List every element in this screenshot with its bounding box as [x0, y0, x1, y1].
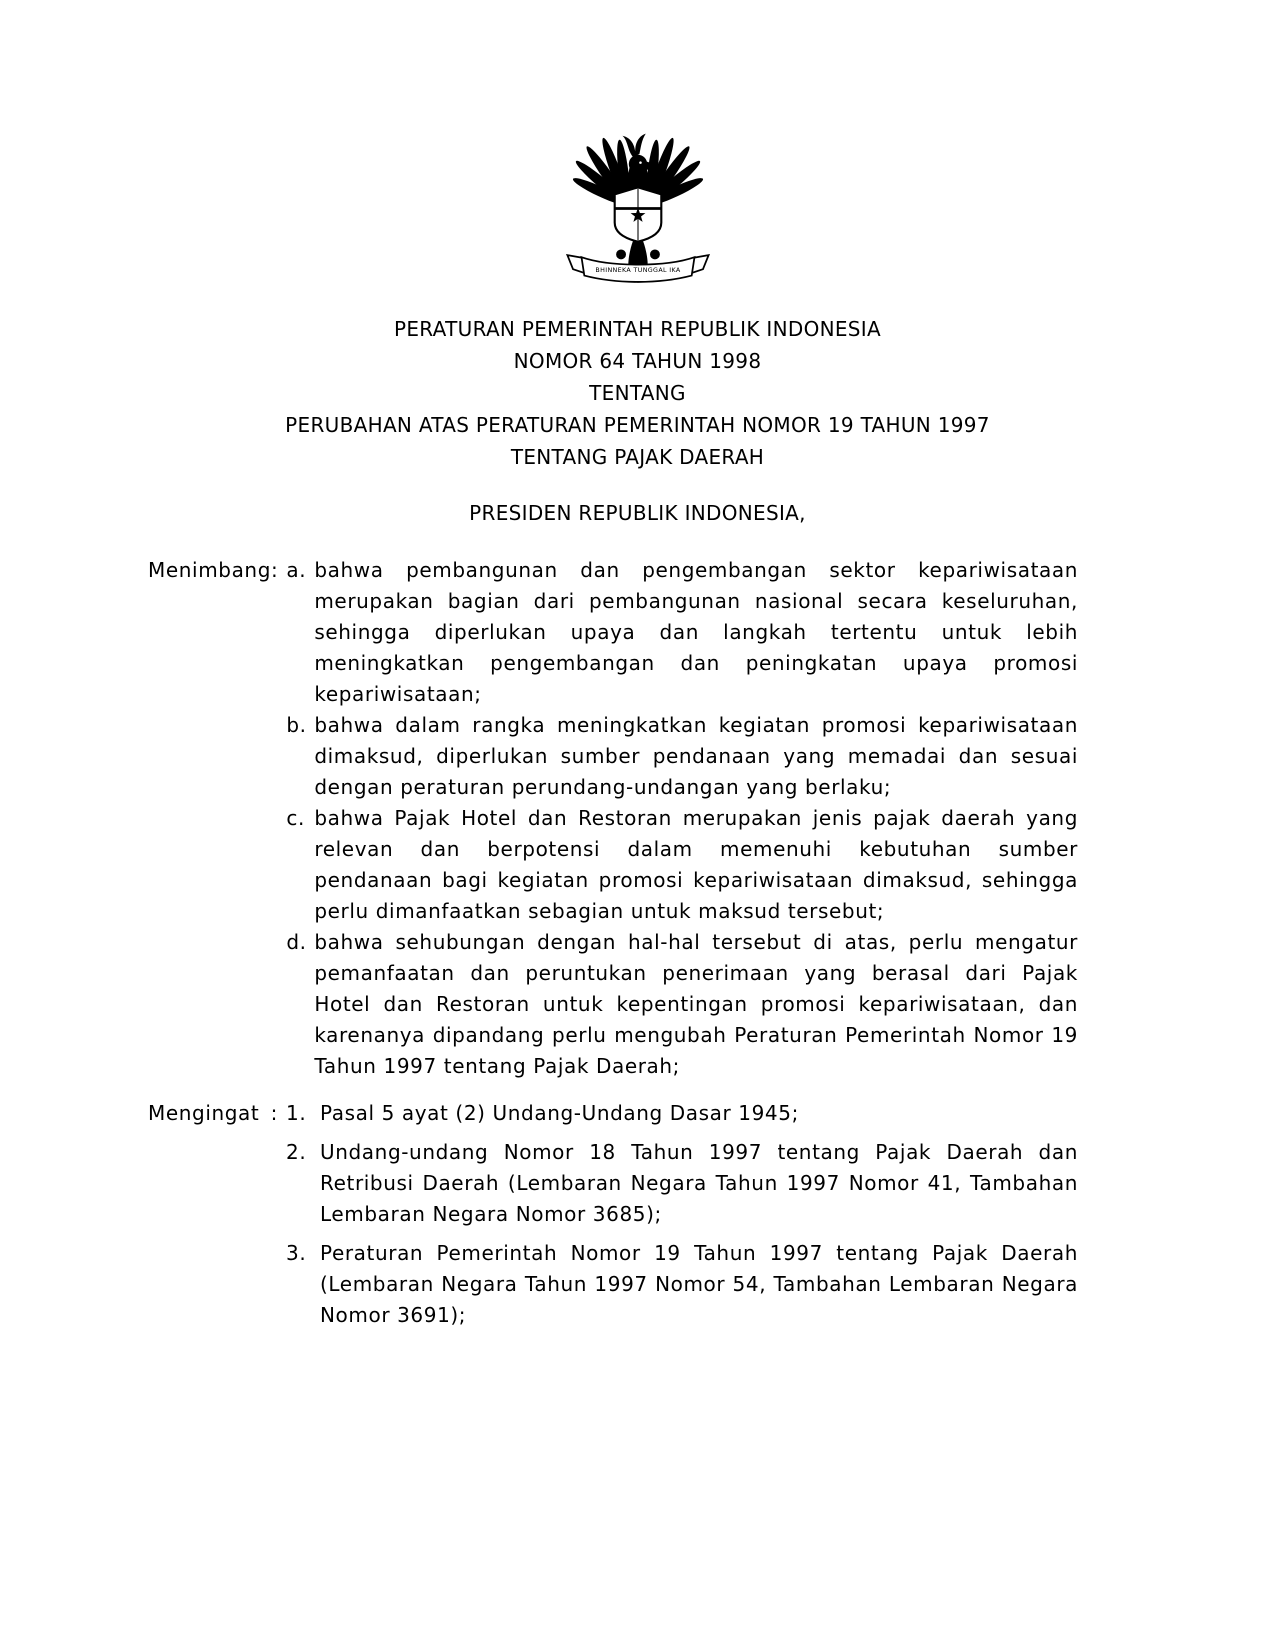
pancasila-shield: [614, 187, 661, 241]
emblem-container: [0, 0, 1275, 289]
title-line-4: PERUBAHAN ATAS PERATURAN PEMERINTAH NOMOR 19 TAHUN 1997: [285, 413, 990, 437]
item-text: bahwa pembangunan dan pengembangan sektor kepariwisataan merupakan bagian dari pembangunan nasional secara keseluruhan, sehingga diperlukan upaya dan langkah tertentu untuk lebih meningkatkan pengembangan dan peningkatan upaya promosi kepariwisataan;: [314, 558, 1078, 706]
item-marker: 2.: [286, 1140, 307, 1164]
item-text: Pasal 5 ayat (2) Undang-Undang Dasar 1945;: [320, 1101, 799, 1125]
title-block: [0, 313, 1275, 473]
mengingat-colon: :: [270, 1101, 278, 1125]
item-text: Peraturan Pemerintah Nomor 19 Tahun 1997 tentang Pajak Daerah (Lembaran Negara Tahun 1997 Nomor 54, Tambahan Lembaran Negara Nomor 3691);: [320, 1241, 1078, 1327]
title-line-3: TENTANG: [589, 381, 686, 405]
title-line-5: TENTANG PAJAK DAERAH: [510, 445, 765, 469]
menimbang-section: [148, 555, 1078, 1082]
salutation: PRESIDEN REPUBLIK INDONESIA,: [469, 501, 806, 525]
mengingat-item-3: [286, 1238, 1078, 1331]
item-marker: d.: [286, 930, 307, 954]
mengingat-item-1: [286, 1098, 1078, 1129]
title-line-1: PERATURAN PEMERINTAH REPUBLIK INDONESIA: [394, 317, 881, 341]
item-text: bahwa dalam rangka meningkatkan kegiatan promosi kepariwisataan dimaksud, diperlukan sumber pendanaan yang memadai dan sesuai dengan peraturan perundang-undangan yang berlaku;: [314, 713, 1078, 799]
menimbang-items: [286, 555, 1078, 1082]
item-marker: 3.: [286, 1241, 307, 1265]
item-marker: c.: [286, 806, 305, 830]
menimbang-label: [148, 555, 286, 586]
menimbang-item-b: [286, 710, 1078, 803]
mengingat-items: [286, 1098, 1078, 1331]
mengingat-label: [148, 1098, 286, 1129]
menimbang-colon: :: [271, 558, 279, 582]
emblem-banner-text: BHINNEKA TUNGGAL IKA: [594, 267, 681, 275]
menimbang-item-a: [286, 555, 1078, 710]
menimbang-item-d: [286, 927, 1078, 1082]
item-text: Undang-undang Nomor 18 Tahun 1997 tentang Pajak Daerah dan Retribusi Daerah (Lembaran Negara Tahun 1997 Nomor 41, Tambahan Lembaran Negara Nomor 3685);: [320, 1140, 1078, 1226]
eagle-eye: [639, 161, 642, 164]
mengingat-section: [148, 1098, 1078, 1331]
mengingat-label-text: Mengingat: [148, 1101, 260, 1125]
mengingat-item-2: [286, 1137, 1078, 1230]
item-text: bahwa sehubungan dengan hal-hal tersebut di atas, perlu mengatur pemanfaatan dan peruntukan penerimaan yang berasal dari Pajak Hotel dan Restoran untuk kepentingan promosi kepariwisataan, dan karenanya dipandang perlu mengubah Peraturan Pemerintah Nomor 19 Tahun 1997 tentang Pajak Daerah;: [314, 930, 1078, 1078]
item-marker: a.: [286, 558, 307, 582]
item-text: bahwa Pajak Hotel dan Restoran merupakan jenis pajak daerah yang relevan dan berpotensi dalam memenuhi kebutuhan sumber pendanaan bagi kegiatan promosi kepariwisataan dimaksud, sehingga perlu dimanfaatkan sebagian untuk maksud tersebut;: [314, 806, 1078, 923]
item-marker: b.: [286, 713, 307, 737]
document-body: [148, 555, 1078, 1331]
menimbang-item-c: [286, 803, 1078, 927]
title-line-2: NOMOR 64 TAHUN 1998: [513, 349, 762, 373]
garuda-pancasila-emblem: [563, 128, 713, 289]
item-marker: 1.: [286, 1101, 307, 1125]
menimbang-label-text: Menimbang: [148, 558, 271, 582]
